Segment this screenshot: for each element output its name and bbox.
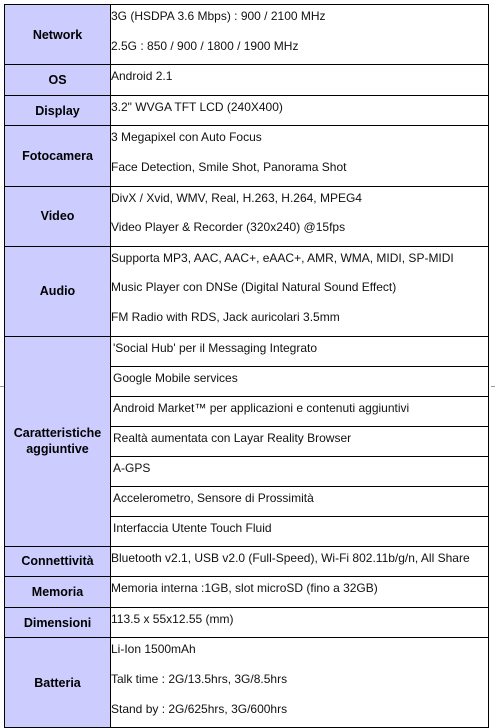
row-label-audio: Audio [5,246,111,336]
table-row-fotocamera [5,126,489,186]
row-value-dimensioni [111,607,489,638]
row-label-network: Network [5,5,111,65]
row-value-display [111,95,489,126]
value-line: Bluetooth v2.1, USB v2.0 (Full-Speed), Wi-Fi 802.11b/g/n, All Share [111,550,470,565]
row-label-fotocamera: Fotocamera [5,126,111,186]
value-line: DivX / Xvid, WMV, Real, H.263, H.264, MPEG4 [111,190,362,205]
value-line: Li-Ion 1500mAh [111,642,196,657]
row-value-os [111,65,489,96]
value-line: 3 Megapixel con Auto Focus [111,130,262,145]
row-value-batteria [111,638,489,728]
table-row-network [5,5,489,65]
table-row-caratteristiche [5,336,489,546]
features-subtable [111,337,488,546]
row-value-audio [111,246,489,336]
value-line: Video Player & Recorder (320x240) @15fps [111,220,346,235]
row-value-memoria [111,577,489,608]
row-value-fotocamera [111,126,489,186]
value-line: FM Radio with RDS, Jack auricolari 3.5mm [111,309,340,324]
table-row-os [5,65,489,96]
value-line: Memoria interna :1GB, slot microSD (fino a 32GB) [111,581,378,596]
page-dash-right [491,386,495,387]
table-row-memoria [5,577,489,608]
table-row-display [5,95,489,126]
value-line: 113.5 x 55x12.55 (mm) [111,611,234,626]
row-value-connettivita [111,546,489,577]
value-line: Face Detection, Smile Shot, Panorama Shot [111,159,347,174]
feature-item: Android Market™ per applicazioni e contenuti aggiuntivi [111,396,488,426]
row-value-network [111,5,489,65]
spec-table [4,4,489,728]
feature-item: Realtà aumentata con Layar Reality Browser [111,426,488,456]
row-label-batteria: Batteria [5,638,111,728]
value-line: Android 2.1 [111,69,173,84]
value-line: 2.5G : 850 / 900 / 1800 / 1900 MHz [111,38,299,53]
feature-item: Accelerometro, Sensore di Prossimità [111,486,488,516]
feature-item: A-GPS [111,456,488,486]
feature-item: 'Social Hub' per il Messaging Integrato [113,340,318,355]
row-label-connettivita: Connettività [5,546,111,577]
row-label-caratteristiche: Caratteristiche aggiuntive [5,336,111,546]
value-line: Stand by : 2G/625hrs, 3G/600hrs [111,701,288,716]
feature-item: Interfaccia Utente Touch Fluid [111,516,488,546]
table-row-batteria [5,638,489,728]
row-label-dimensioni: Dimensioni [5,607,111,638]
row-label-video: Video [5,186,111,246]
value-line: 3G (HSDPA 3.6 Mbps) : 900 / 2100 MHz [111,9,326,23]
row-label-display: Display [5,95,111,126]
value-line: Supporta MP3, AAC, AAC+, eAAC+, AMR, WMA, MIDI, SP-MIDI [111,250,454,265]
table-row-connettivita [5,546,489,577]
value-line: Talk time : 2G/13.5hrs, 3G/8.5hrs [111,671,288,686]
row-value-caratteristiche [111,336,489,546]
table-row-dimensioni [5,607,489,638]
table-row-audio [5,246,489,336]
feature-item: Google Mobile services [111,366,488,396]
row-value-video [111,186,489,246]
table-row-video [5,186,489,246]
row-label-os: OS [5,65,111,96]
row-label-memoria: Memoria [5,577,111,608]
value-line: Music Player con DNSe (Digital Natural Sound Effect) [111,280,397,295]
value-line: 3.2" WVGA TFT LCD (240X400) [111,99,283,114]
